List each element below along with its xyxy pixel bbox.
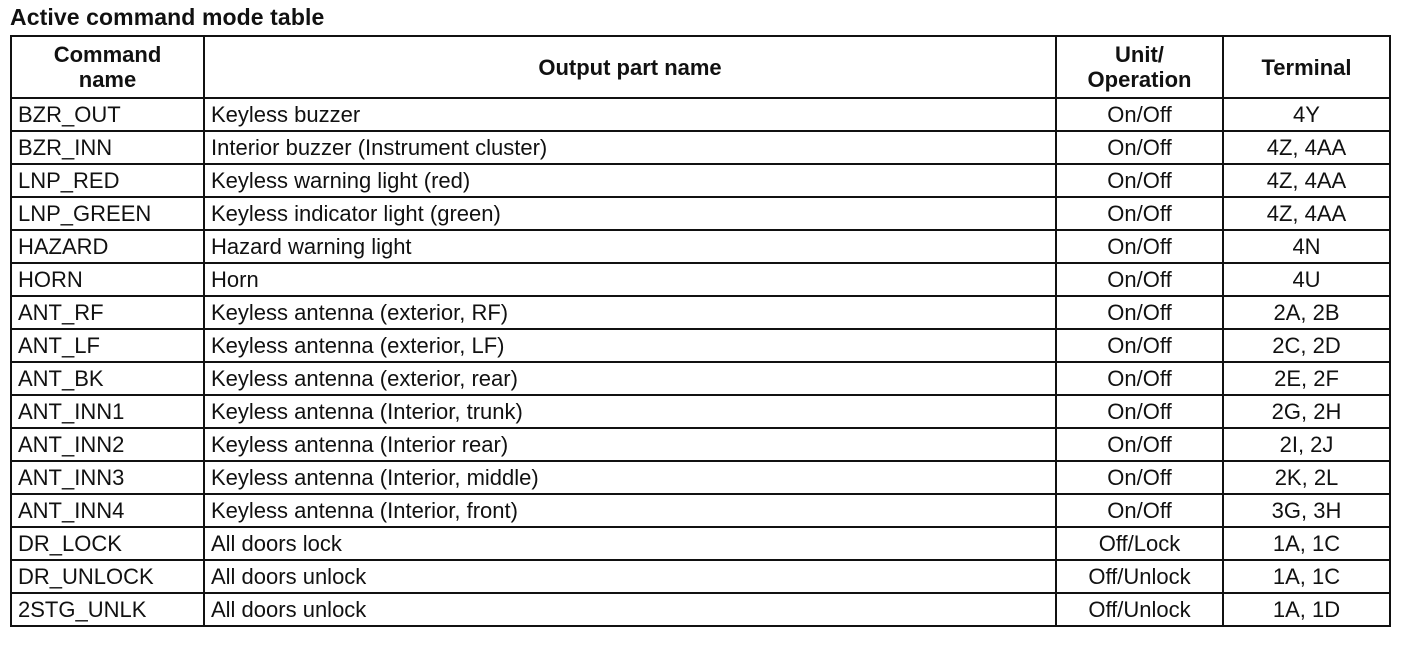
command-name-cell: BZR_INN: [11, 131, 204, 164]
table-row: [11, 527, 1390, 560]
header-command-line2: name: [78, 67, 137, 92]
header-command-line1: Command: [53, 42, 162, 67]
unit-operation-cell: On/Off: [1056, 395, 1223, 428]
output-part-cell: Keyless buzzer: [204, 98, 1056, 131]
table-row: [11, 461, 1390, 494]
header-command-name: [11, 36, 204, 98]
header-unit-operation: [1056, 36, 1223, 98]
terminal-cell: 1A, 1C: [1223, 527, 1390, 560]
command-name-cell: ANT_LF: [11, 329, 204, 362]
output-part-cell: All doors unlock: [204, 593, 1056, 626]
output-part-cell: Keyless antenna (exterior, RF): [204, 296, 1056, 329]
command-name-cell: HORN: [11, 263, 204, 296]
terminal-cell: 3G, 3H: [1223, 494, 1390, 527]
output-part-cell: Keyless antenna (exterior, LF): [204, 329, 1056, 362]
terminal-cell: 2I, 2J: [1223, 428, 1390, 461]
unit-operation-cell: On/Off: [1056, 131, 1223, 164]
terminal-cell: 1A, 1C: [1223, 560, 1390, 593]
table-row: [11, 395, 1390, 428]
output-part-cell: Keyless antenna (Interior, middle): [204, 461, 1056, 494]
header-row: [11, 36, 1390, 98]
terminal-cell: 2G, 2H: [1223, 395, 1390, 428]
command-name-cell: ANT_BK: [11, 362, 204, 395]
terminal-cell: 4Z, 4AA: [1223, 164, 1390, 197]
unit-operation-cell: On/Off: [1056, 164, 1223, 197]
table-row: [11, 131, 1390, 164]
table-row: [11, 98, 1390, 131]
unit-operation-cell: On/Off: [1056, 98, 1223, 131]
unit-operation-cell: On/Off: [1056, 362, 1223, 395]
unit-operation-cell: On/Off: [1056, 296, 1223, 329]
terminal-cell: 2A, 2B: [1223, 296, 1390, 329]
unit-operation-cell: On/Off: [1056, 329, 1223, 362]
unit-operation-cell: On/Off: [1056, 461, 1223, 494]
output-part-cell: Hazard warning light: [204, 230, 1056, 263]
table-title: Active command mode table: [10, 4, 325, 30]
terminal-cell: 2K, 2L: [1223, 461, 1390, 494]
command-name-cell: LNP_RED: [11, 164, 204, 197]
command-name-cell: DR_LOCK: [11, 527, 204, 560]
table-row: [11, 494, 1390, 527]
table-row: [11, 428, 1390, 461]
table-row: [11, 296, 1390, 329]
output-part-cell: Keyless antenna (exterior, rear): [204, 362, 1056, 395]
unit-operation-cell: Off/Unlock: [1056, 560, 1223, 593]
table-body: [11, 98, 1390, 626]
terminal-cell: 4Z, 4AA: [1223, 197, 1390, 230]
command-name-cell: HAZARD: [11, 230, 204, 263]
command-name-cell: LNP_GREEN: [11, 197, 204, 230]
command-name-cell: ANT_INN1: [11, 395, 204, 428]
table-row: [11, 593, 1390, 626]
command-name-cell: ANT_INN2: [11, 428, 204, 461]
header-output-part-name: Output part name: [204, 36, 1056, 98]
unit-operation-cell: On/Off: [1056, 263, 1223, 296]
active-command-mode-table: [10, 35, 1391, 627]
table-row: [11, 362, 1390, 395]
command-name-cell: BZR_OUT: [11, 98, 204, 131]
terminal-cell: 2C, 2D: [1223, 329, 1390, 362]
output-part-cell: All doors lock: [204, 527, 1056, 560]
terminal-cell: 4N: [1223, 230, 1390, 263]
terminal-cell: 4U: [1223, 263, 1390, 296]
unit-operation-cell: On/Off: [1056, 230, 1223, 263]
terminal-cell: 4Y: [1223, 98, 1390, 131]
command-name-cell: ANT_INN3: [11, 461, 204, 494]
table-row: [11, 197, 1390, 230]
output-part-cell: Keyless indicator light (green): [204, 197, 1056, 230]
unit-operation-cell: On/Off: [1056, 428, 1223, 461]
command-name-cell: ANT_INN4: [11, 494, 204, 527]
command-name-cell: DR_UNLOCK: [11, 560, 204, 593]
output-part-cell: Keyless antenna (Interior, front): [204, 494, 1056, 527]
output-part-cell: Keyless antenna (Interior, trunk): [204, 395, 1056, 428]
header-terminal: Terminal: [1223, 36, 1390, 98]
command-name-cell: 2STG_UNLK: [11, 593, 204, 626]
output-part-cell: Interior buzzer (Instrument cluster): [204, 131, 1056, 164]
table-row: [11, 230, 1390, 263]
terminal-cell: 2E, 2F: [1223, 362, 1390, 395]
unit-operation-cell: Off/Unlock: [1056, 593, 1223, 626]
table-row: [11, 164, 1390, 197]
command-name-cell: ANT_RF: [11, 296, 204, 329]
output-part-cell: Keyless warning light (red): [204, 164, 1056, 197]
unit-operation-cell: On/Off: [1056, 197, 1223, 230]
unit-operation-cell: On/Off: [1056, 494, 1223, 527]
header-unit-line1: Unit/: [1115, 42, 1164, 67]
output-part-cell: All doors unlock: [204, 560, 1056, 593]
unit-operation-cell: Off/Lock: [1056, 527, 1223, 560]
table-row: [11, 329, 1390, 362]
output-part-cell: Keyless antenna (Interior rear): [204, 428, 1056, 461]
terminal-cell: 4Z, 4AA: [1223, 131, 1390, 164]
header-unit-line2: Operation: [1087, 67, 1192, 92]
terminal-cell: 1A, 1D: [1223, 593, 1390, 626]
table-row: [11, 263, 1390, 296]
output-part-cell: Horn: [204, 263, 1056, 296]
table-row: [11, 560, 1390, 593]
